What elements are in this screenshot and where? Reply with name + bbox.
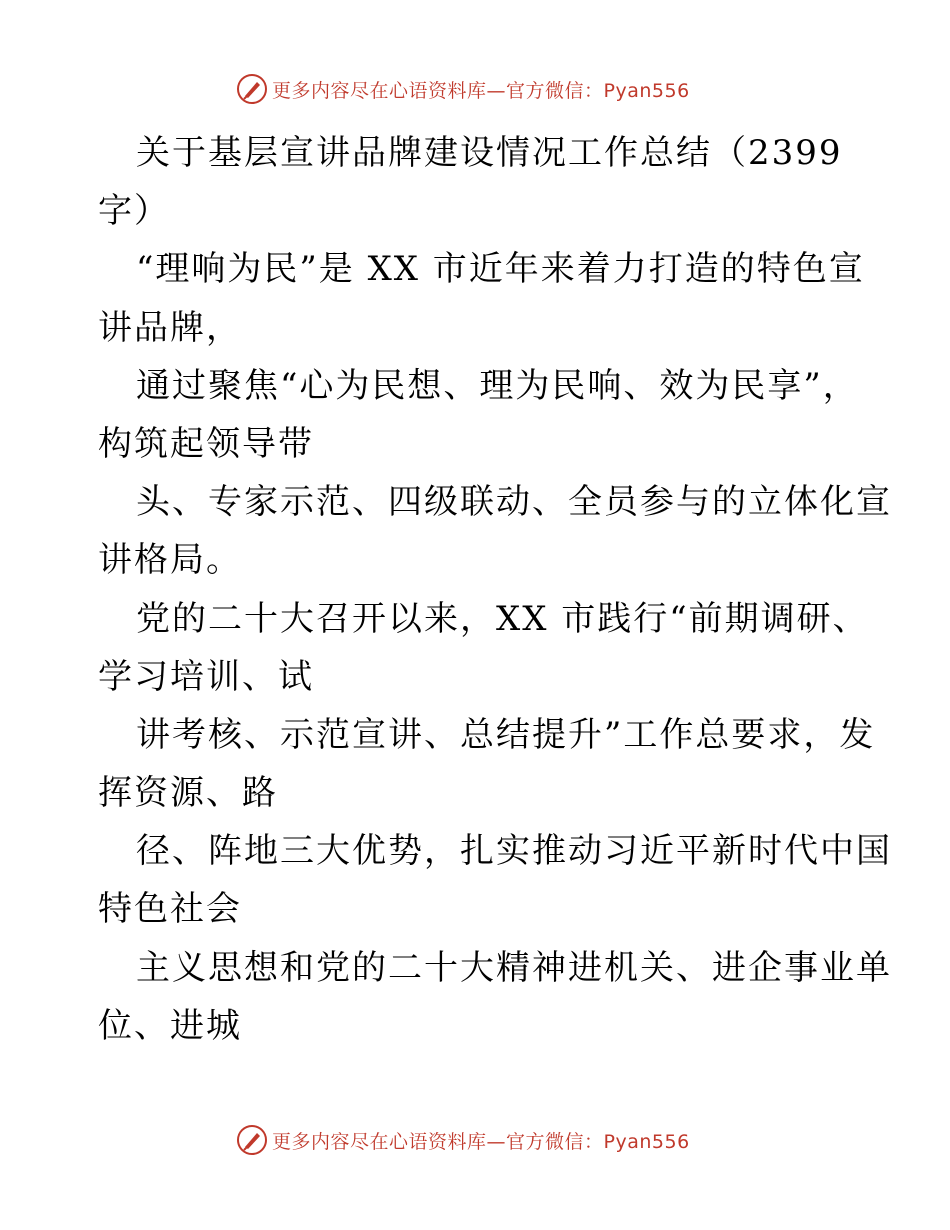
header-watermark-banner	[236, 72, 716, 106]
doc-line: 挥资源、路	[98, 773, 278, 814]
doc-line: 讲品牌，	[98, 307, 242, 348]
doc-line: 学习培训、试	[98, 656, 314, 697]
doc-line: 讲格局。	[98, 540, 242, 581]
doc-line: 关于基层宣讲品牌建设情况工作总结（2399	[136, 133, 843, 173]
doc-line: 位、进城	[98, 1005, 242, 1046]
doc-line: 主义思想和党的二十大精神进机关、进企事业单	[136, 947, 892, 988]
quill-pen-logo-icon	[236, 73, 268, 105]
doc-line: 讲考核、示范宣讲、总结提升”工作总要求，发	[136, 714, 876, 755]
doc-line: “理响为民”是 XX 市近年来着力打造的特色宣	[136, 249, 865, 290]
doc-line: 构筑起领导带	[98, 423, 314, 464]
doc-line: 头、专家示范、四级联动、全员参与的立体化宣	[136, 482, 892, 523]
document-body	[98, 124, 892, 1055]
doc-line: 径、阵地三大优势，扎实推动习近平新时代中国	[136, 831, 892, 872]
footer-watermark-banner	[236, 1123, 716, 1157]
doc-line: 党的二十大召开以来，XX 市践行“前期调研、	[136, 598, 869, 639]
header-watermark-text: 更多内容尽在心语资料库—官方微信：Pyan556	[272, 79, 690, 102]
quill-pen-logo-icon	[236, 1124, 268, 1156]
doc-line: 通过聚焦“心为民想、理为民响、效为民享”，	[136, 365, 859, 406]
footer-watermark-text: 更多内容尽在心语资料库—官方微信：Pyan556	[272, 1130, 690, 1153]
doc-line: 特色社会	[98, 889, 242, 930]
doc-line: 字）	[98, 191, 170, 232]
